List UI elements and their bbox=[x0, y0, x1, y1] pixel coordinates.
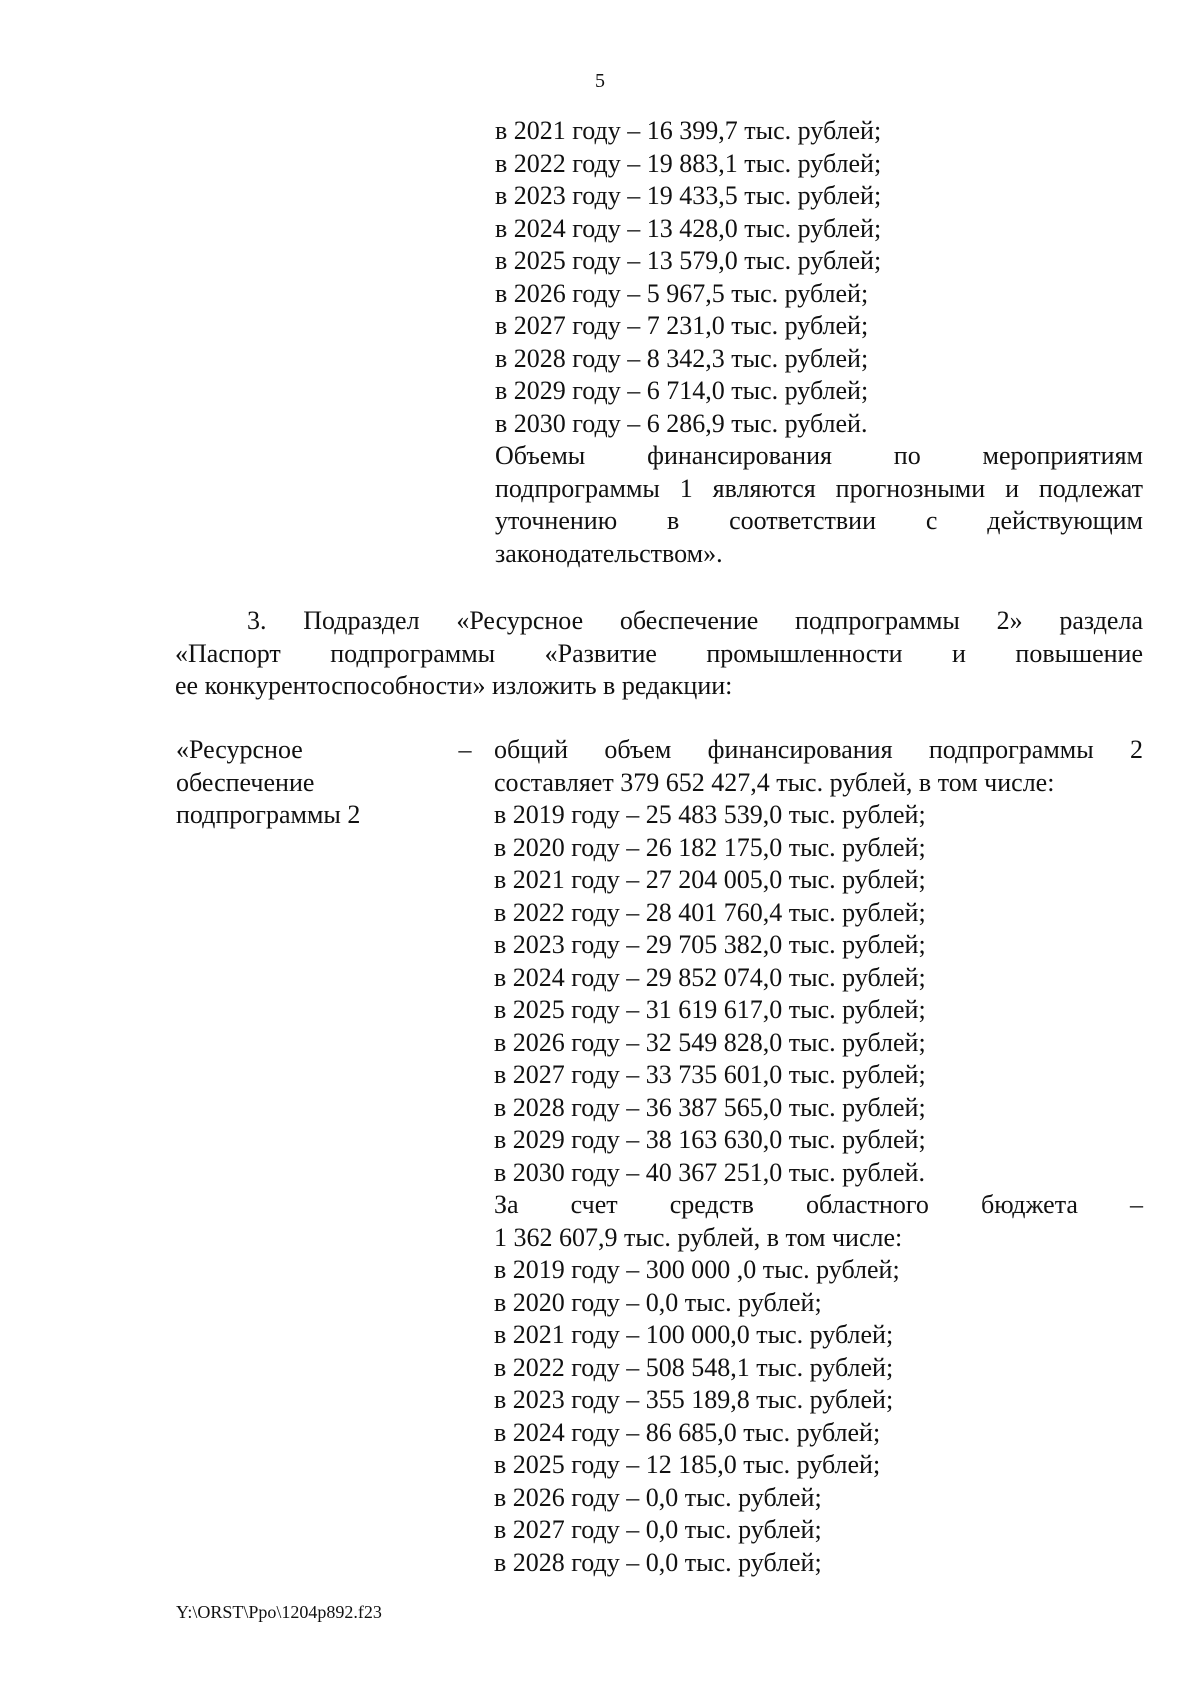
regional-intro-line: 1 362 607,9 тыс. рублей, в том числе: bbox=[494, 1222, 903, 1252]
total-year-line: в 2021 году – 27 204 005,0 тыс. рублей; bbox=[494, 865, 926, 894]
section-3-line: ее конкурентоспособности» изложить в редакции: bbox=[175, 671, 733, 700]
file-path-footer: Y:\ORST\Ppo\1204p892.f23 bbox=[176, 1602, 382, 1622]
total-intro-line: составляет 379 652 427,4 тыс. рублей, в том числе: bbox=[494, 767, 1055, 797]
regional-year-line: в 2022 году – 508 548,1 тыс. рублей; bbox=[494, 1352, 894, 1382]
regional-intro-line: За счет средств областного бюджета – bbox=[494, 1190, 1143, 1219]
passport-label bbox=[176, 734, 416, 832]
funding-line: в 2028 году – 8 342,3 тыс. рублей; bbox=[495, 343, 869, 373]
total-intro-line: общий объем финансирования подпрограммы 2 bbox=[494, 735, 1143, 764]
total-year-line: в 2025 году – 31 619 617,0 тыс. рублей; bbox=[494, 995, 926, 1024]
total-year-line: в 2029 году – 38 163 630,0 тыс. рублей; bbox=[494, 1125, 926, 1154]
regional-year-line: в 2023 году – 355 189,8 тыс. рублей; bbox=[494, 1385, 894, 1414]
total-year-line: в 2030 году – 40 367 251,0 тыс. рублей. bbox=[494, 1157, 925, 1187]
section-3-line: «Паспорт подпрограммы «Развитие промышленности и повышение bbox=[175, 638, 1143, 668]
regional-year-line: в 2020 году – 0,0 тыс. рублей; bbox=[494, 1287, 822, 1317]
section-3-line: 3. Подраздел «Ресурсное обеспечение подпрограммы 2» раздела bbox=[247, 606, 1143, 635]
funding-line: в 2021 году – 16 399,7 тыс. рублей; bbox=[495, 116, 882, 145]
regional-year-line: в 2026 году – 0,0 тыс. рублей; bbox=[494, 1482, 822, 1512]
regional-year-line: в 2025 году – 12 185,0 тыс. рублей; bbox=[494, 1450, 881, 1479]
forecast-note-line: законодательством». bbox=[495, 538, 723, 568]
total-year-line: в 2022 году – 28 401 760,4 тыс. рублей; bbox=[494, 897, 926, 927]
passport-dash: – bbox=[458, 735, 472, 764]
forecast-note-line: Объемы финансирования по мероприятиям bbox=[495, 441, 1143, 470]
total-year-line: в 2027 году – 33 735 601,0 тыс. рублей; bbox=[494, 1060, 926, 1089]
regional-year-line: в 2027 году – 0,0 тыс. рублей; bbox=[494, 1515, 822, 1544]
regional-year-line: в 2028 году – 0,0 тыс. рублей; bbox=[494, 1547, 822, 1577]
section-3-paragraph bbox=[175, 605, 1143, 703]
regional-year-line: в 2021 году – 100 000,0 тыс. рублей; bbox=[494, 1320, 894, 1349]
total-year-line: в 2023 году – 29 705 382,0 тыс. рублей; bbox=[494, 930, 926, 959]
total-year-line: в 2020 году – 26 182 175,0 тыс. рублей; bbox=[494, 832, 926, 862]
funding-line: в 2029 году – 6 714,0 тыс. рублей; bbox=[495, 376, 869, 405]
page-number: 5 bbox=[595, 70, 605, 92]
funding-line: в 2025 году – 13 579,0 тыс. рублей; bbox=[495, 246, 882, 275]
forecast-note-line: подпрограммы 1 являются прогнозными и подлежат bbox=[495, 473, 1143, 503]
regional-year-line: в 2019 году – 300 000 ,0 тыс. рублей; bbox=[494, 1255, 900, 1284]
total-year-line: в 2026 году – 32 549 828,0 тыс. рублей; bbox=[494, 1027, 926, 1057]
forecast-note-line: уточнению в соответствии с действующим bbox=[495, 506, 1143, 535]
funding-line: в 2030 году – 6 286,9 тыс. рублей. bbox=[495, 408, 868, 438]
passport-label-line: «Ресурсное bbox=[176, 735, 303, 764]
passport-label-line: обеспечение bbox=[176, 767, 315, 797]
funding-line: в 2024 году – 13 428,0 тыс. рублей; bbox=[495, 213, 882, 243]
total-year-line: в 2024 году – 29 852 074,0 тыс. рублей; bbox=[494, 962, 926, 992]
funding-line: в 2027 году – 7 231,0 тыс. рублей; bbox=[495, 311, 869, 340]
subprogram1-funding-list bbox=[495, 115, 1143, 570]
funding-line: в 2022 году – 19 883,1 тыс. рублей; bbox=[495, 148, 882, 178]
total-year-line: в 2028 году – 36 387 565,0 тыс. рублей; bbox=[494, 1092, 926, 1122]
funding-line: в 2023 году – 19 433,5 тыс. рублей; bbox=[495, 181, 882, 210]
total-year-line: в 2019 году – 25 483 539,0 тыс. рублей; bbox=[494, 800, 926, 829]
passport-content bbox=[494, 734, 1143, 1579]
funding-line: в 2026 году – 5 967,5 тыс. рублей; bbox=[495, 278, 869, 308]
regional-year-line: в 2024 году – 86 685,0 тыс. рублей; bbox=[494, 1417, 881, 1447]
passport-label-line: подпрограммы 2 bbox=[176, 800, 361, 829]
